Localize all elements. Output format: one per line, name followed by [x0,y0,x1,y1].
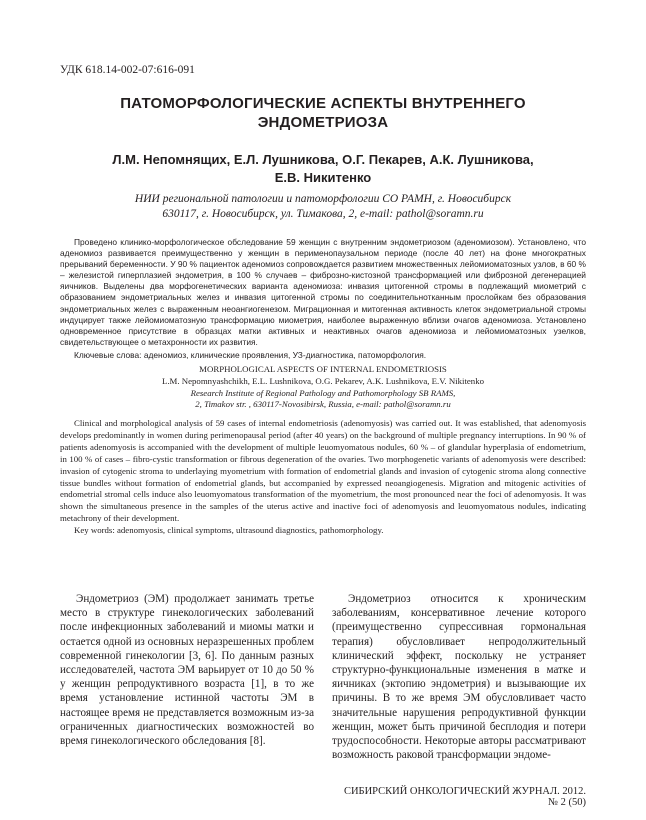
affiliation-line-1: НИИ региональной патологии и патоморфологии СО РАМН, г. Новосибирск [134,193,512,205]
body-column-left [60,592,314,748]
keywords-en: Key words: adenomyosis, clinical symptoms, ultrasound diagnostics, pathomorphology. [74,525,384,536]
body-column-right [332,592,586,762]
body-left-text: Эндометриоз (ЭМ) продолжает занимать третье место в структуре гинекологических заболеваний после инфекционных заболеваний и миомы матки и остается одной из основных неразрешенных проблем современной гинекологии [3, 6]. По данным разных исследователей, частота ЭМ варьирует от 10 до 50 % у женщин репродуктивного возраста [1], в то же время установление истинной частоты ЭМ в настоящее время не представляется возможным из-за ограниченных диагностических возможностей во время гинекологического обследования [8]. [60,593,314,748]
english-header [60,364,586,411]
affiliation [80,192,566,222]
authors-line-2: Е.В. Никитенко [274,170,372,185]
abstract-en [60,418,586,537]
journal-footer: СИБИРСКИЙ ОНКОЛОГИЧЕСКИЙ ЖУРНАЛ. 2012. № 2 (50) [343,786,586,808]
authors-line-1: Л.М. Непомнящих, Е.Л. Лушникова, О.Г. Пекарев, А.К. Лушникова, [112,152,534,167]
abstract-ru [60,237,586,361]
title-line-1: ПАТОМОРФОЛОГИЧЕСКИЕ АСПЕКТЫ ВНУТРЕННЕГО [120,95,526,112]
abstract-en-text: Clinical and morphological analysis of 59 cases of internal endometriosis (adenomyosis) was carried out. It was established, that adenomyosis develops predominantly in women during perimenopausal period (after 40 years) on the background of multiple pregnancy interruptions. In 90 % of patients adenomyosis is accompanied with the development of multiple leuomyomatous nodules, 60 % – of glandular hyperplasia of endometrium, in 100 % of cases – fibro-cystic transformation or fibrous degeneration of the ovaries. Two morphogenetic variants of adenomyosis were described: invasion of cytogenic stroma to underlaying myometrium with formation of endometrial glands and invasion of cytogenic stroma along connective tissue bundles without formation of endometrial glands, but accompanied by expressed neoangiogenesis. Migration and mitogenic activities of endometrial stromal cells induce also leuomyomatous transformation of the myometrium, the most pronounced near the foci of adenomyosis. It was shown the simultaneous presence in the samples of the uterus active and inactive foci of adenomyosis and leuomyomatous nodules, indicating metachrony of their development. [60,418,586,524]
en-title: MORPHOLOGICAL ASPECTS OF INTERNAL ENDOMETRIOSIS [199,364,447,374]
article-title [60,94,586,132]
en-affiliation-line-1: Research Institute of Regional Pathology and Pathomorphology SB RAMS, [190,387,456,398]
authors [70,151,576,187]
en-authors: L.M. Nepomnyashchikh, E.L. Lushnikova, O.G. Pekarev, A.K. Lushnikova, E.V. Nikitenko [161,375,485,386]
en-affiliation-line-2: 2, Timakov str. , 630117-Novosibirsk, Russia, e-mail: pathol@soramn.ru [195,399,451,410]
title-line-2: ЭНДОМЕТРИОЗА [257,114,389,131]
udk-code: УДК 618.14-002-07:616-091 [60,64,195,76]
keywords-ru: Ключевые слова: аденомиоз, клинические проявления, УЗ-диагностика, патоморфология. [74,349,427,360]
affiliation-line-2: 630117, г. Новосибирск, ул. Тимакова, 2, e-mail: pathol@soramn.ru [162,208,484,220]
body-right-text: Эндометриоз относится к хроническим заболеваниям, консервативное лечение которого (преимущественно супрессивная гормональная терапия) обусловливает непродолжительный клинический эффект, поскольку не устраняет структурно-функциональные изменения в матке и яичниках (эктопию эндометрия) и вызывающие их причины. В то же время ЭМ обусловливает часто значительные нарушения репродуктивной функции женщин, может быть причиной бесплодия и потери трудоспособности. Некоторые авторы рассматривают возможность раковой трансформации эндоме- [332,593,586,762]
abstract-ru-text: Проведено клинико-морфологическое обследование 59 женщин с внутренним эндометриозом (аденомиозом). Установлено, что аденомиоз развивается преимущественно у женщин в перименопаузальном периоде (после 40 лет) на фоне многократных прерываний беременности. У 90 % пациенток аденомиоз сопровождается развитием множественных лейомиоматозных узлов, в 60 % – железистой гиперплазией эндометрия, в 100 % случаев – фиброзно-кистозной трансформацией или фиброзной дегенерацией яичников. Выделены два морфогенетических варианта аденомиоза: инвазия цитогенной стромы в подлежащий миометрий с образованием эндометриальных желез и инвазия цитогенной стромы по соединительнотканным прослойкам без образования эндометриальных желез с выраженным неоангиогенезом. Миграционная и митогенная активность клеток эндометриальной стромы индуцирует также лейомиоматозную трансформацию миометрия, наиболее выраженную вблизи очагов аденомиоза. Установлено одновременное присутствие в образцах матки активных и неактивных очагов аденомиоза и лейомиоматозных узелков, свидетельствующее о метахронности их развития. [60,237,586,347]
